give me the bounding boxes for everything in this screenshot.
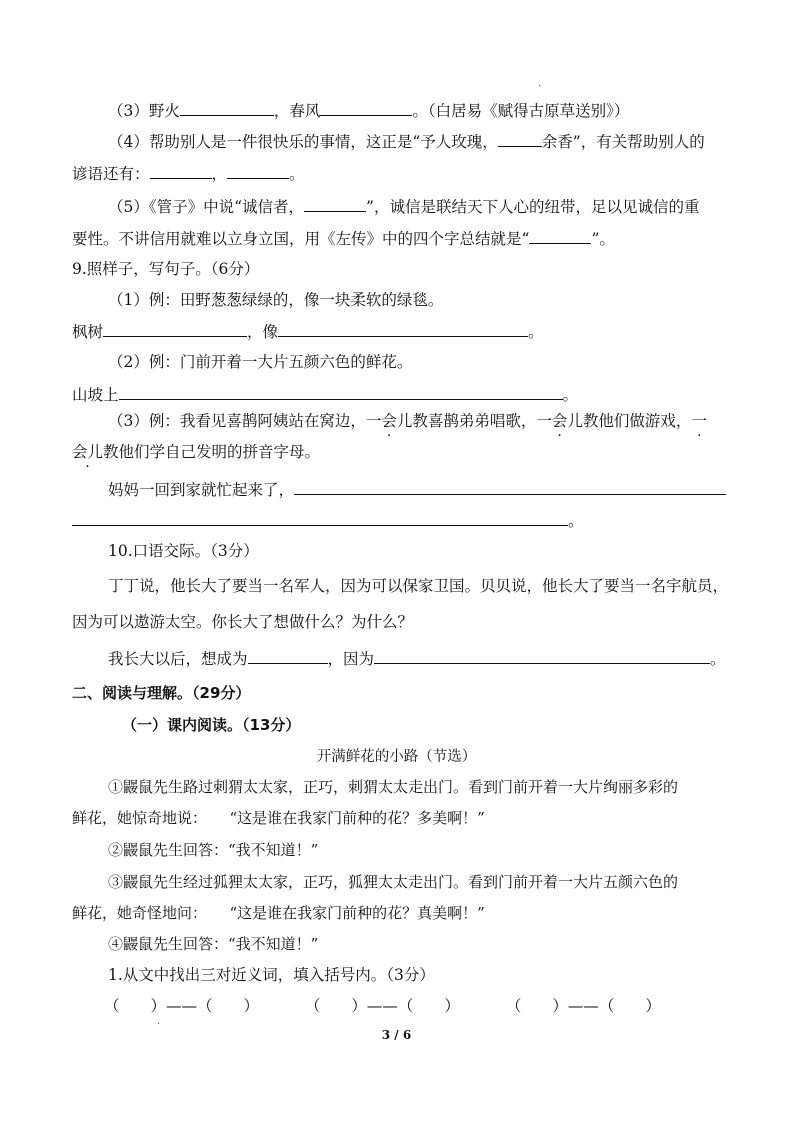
section-2-heading: 二、阅读与理解。（29分） bbox=[72, 684, 251, 702]
paren-box[interactable]: （ ） bbox=[104, 997, 167, 1015]
text: 。（白居易《赋得古原草送别》） bbox=[412, 102, 630, 120]
paren-box[interactable]: （ ） bbox=[197, 997, 260, 1015]
emphasis-text: 一会儿 bbox=[365, 412, 413, 430]
reading-q1: 1.从文中找出三对近义词，填入括号内。（3分） bbox=[108, 966, 435, 984]
text: 妈妈一回到家就忙起来了， bbox=[108, 481, 295, 499]
text: （4）帮助别人是一件很快乐的事情，这正是“予人玫瑰， bbox=[108, 133, 498, 151]
q8-5-line1 bbox=[108, 196, 699, 217]
text: （5）《管子》中说“诚信者， bbox=[108, 198, 305, 216]
blank[interactable] bbox=[103, 321, 247, 337]
text: （3）野火 bbox=[108, 102, 180, 120]
paren-box[interactable]: （ ） bbox=[397, 997, 460, 1015]
text: 枫树 bbox=[72, 323, 104, 341]
passage-p1-line2: 鲜花，她惊奇地说： “这是谁在我家门前种的花？多美啊！” bbox=[72, 809, 485, 827]
text: 。 bbox=[562, 386, 579, 404]
blank[interactable] bbox=[180, 100, 274, 116]
text: 。 bbox=[710, 650, 726, 668]
q9-3-answer-line2 bbox=[72, 510, 584, 531]
text: 教他们学自己发明的拼音字母。 bbox=[103, 443, 321, 461]
text: 山坡上 bbox=[72, 386, 119, 404]
text: ”，诚信是联结天下人心的纽带，足以见诚信的重 bbox=[366, 198, 700, 216]
passage-p2: ②鼹鼠先生回答：“我不知道！” bbox=[108, 841, 319, 859]
page-number: 3 / 6 bbox=[381, 1028, 412, 1042]
passage-p3-line1: ③鼹鼠先生经过狐狸太太家，正巧，狐狸太太走出门。看到门前开着一大片五颜六色的 bbox=[108, 873, 679, 891]
text: 我长大以后，想成为 bbox=[108, 650, 248, 668]
q9-3-answer-line1 bbox=[108, 479, 726, 500]
q10-para-line1: 丁丁说，他长大了要当一名军人，因为可以保家卫国。贝贝说，他长大了要当一名宇航员， bbox=[108, 577, 729, 595]
text: 。 bbox=[289, 165, 305, 183]
passage-title: 开满鲜花的小路（节选） bbox=[316, 749, 477, 765]
q9-2-example: （2）例：门前开着一大片五颜六色的鲜花。 bbox=[108, 353, 413, 371]
blank[interactable] bbox=[72, 510, 568, 526]
blank[interactable] bbox=[320, 100, 412, 116]
blank[interactable] bbox=[498, 131, 542, 147]
emphasis-text: 会儿 bbox=[72, 443, 104, 461]
q8-3-line bbox=[108, 100, 629, 121]
text: 教喜鹊弟弟唱歌， bbox=[412, 412, 537, 430]
blank[interactable] bbox=[150, 163, 212, 179]
paren-box[interactable]: （ ） bbox=[598, 997, 661, 1015]
passage-p1-line1: ①鼹鼠先生路过刺猬太太家，正巧，刺猬太太走出门。看到门前开着一大片绚丽多彩的 bbox=[108, 778, 679, 796]
q9-2-answer bbox=[72, 384, 578, 405]
text: ”。 bbox=[591, 230, 615, 248]
q9-heading: 9.照样子，写句子。（6分） bbox=[72, 260, 260, 278]
dash: —— bbox=[567, 997, 599, 1015]
text: 要性。不讲信用就难以立身立国，用《左传》中的四个字总结就是“ bbox=[72, 230, 530, 248]
text: ，春风 bbox=[273, 102, 321, 120]
blank[interactable] bbox=[248, 648, 328, 664]
q10-heading: 10.口语交际。（3分） bbox=[108, 542, 259, 560]
text: 。 bbox=[528, 323, 544, 341]
text: 教他们做游戏， bbox=[582, 412, 692, 430]
blank[interactable] bbox=[529, 228, 591, 244]
q9-1-example: （1）例：田野葱葱绿绿的，像一块柔软的绿毯。 bbox=[108, 291, 444, 309]
text: （3）例：我看见喜鹊阿姨站在窝边， bbox=[108, 412, 366, 430]
blank[interactable] bbox=[304, 196, 366, 212]
text: ，因为 bbox=[327, 650, 375, 668]
q9-3-example-line1 bbox=[108, 411, 707, 431]
emphasis-text: 一会儿 bbox=[536, 412, 583, 430]
emphasis-text: 一 bbox=[691, 412, 707, 430]
text: 谚语还有： bbox=[72, 165, 150, 183]
blank[interactable] bbox=[294, 479, 726, 495]
q8-4-line2 bbox=[72, 163, 305, 184]
blank[interactable] bbox=[227, 163, 289, 179]
text: 。 bbox=[568, 512, 584, 530]
q10-para-line2: 因为可以遨游太空。你长大了想做什么？为什么？ bbox=[72, 613, 414, 631]
synonym-pairs bbox=[104, 996, 661, 1016]
q8-4-line1 bbox=[108, 131, 705, 152]
paren-box[interactable]: （ ） bbox=[304, 997, 367, 1015]
q9-1-answer bbox=[72, 321, 544, 342]
q10-answer bbox=[108, 648, 726, 669]
dash: —— bbox=[366, 997, 398, 1015]
subsection-heading: （一）课内阅读。（13分） bbox=[122, 716, 301, 734]
blank[interactable] bbox=[374, 648, 710, 664]
q9-3-example-line2 bbox=[72, 442, 320, 462]
text: ，像 bbox=[247, 323, 279, 341]
passage-p3-line2: 鲜花，她奇怪地问： “这是谁在我家门前种的花？真美啊！” bbox=[72, 904, 485, 922]
blank[interactable] bbox=[278, 321, 528, 337]
passage-p4: ④鼹鼠先生回答：“我不知道！” bbox=[108, 935, 319, 953]
text: ， bbox=[211, 165, 228, 183]
blank[interactable] bbox=[119, 384, 563, 400]
text: 余香”，有关帮助别人的 bbox=[541, 133, 705, 151]
dash: —— bbox=[166, 997, 198, 1015]
q8-5-line2 bbox=[72, 228, 615, 249]
small-dot: . bbox=[157, 1016, 161, 1027]
top-mark: . bbox=[538, 78, 542, 89]
paren-box[interactable]: （ ） bbox=[505, 997, 568, 1015]
